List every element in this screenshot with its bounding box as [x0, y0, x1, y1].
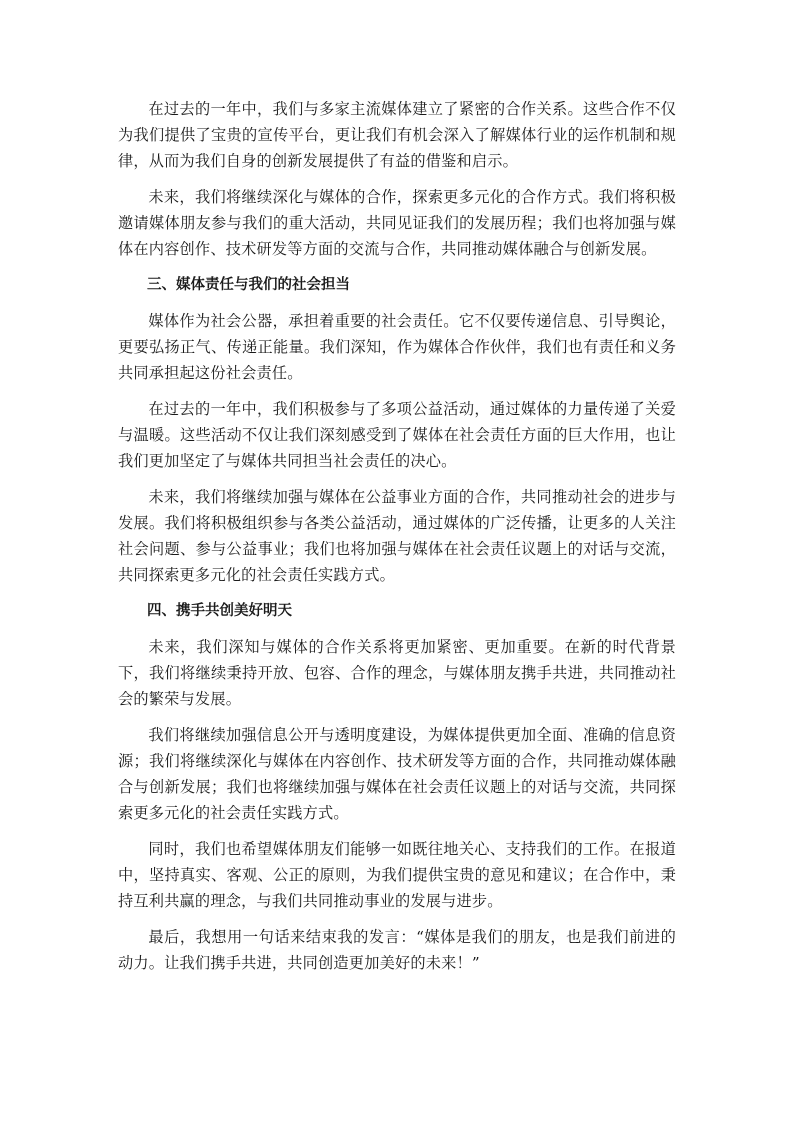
paragraph-social-responsibility: 媒体作为社会公器，承担着重要的社会责任。它不仅要传递信息、引导舆论，更要弘扬正气、传递正能量。我们深知，作为媒体合作伙伴，我们也有责任和义务共同承担起这份社会责任。 [118, 312, 676, 382]
paragraph-future-cooperation: 未来，我们将继续深化与媒体的合作，探索更多元化的合作方式。我们将积极邀请媒体朋友参与我们的重大活动，共同见证我们的发展历程；我们也将加强与媒体在内容创作、技术研发等方面的交流与合作，共同推动媒体融合与创新发展。 [118, 188, 676, 258]
paragraph-closing-remarks: 最后，我想用一句话来结束我的发言：“媒体是我们的朋友，也是我们前进的动力。让我们携手共进，共同创造更加美好的未来！” [118, 928, 676, 972]
paragraph-support-request: 同时，我们也希望媒体朋友们能够一如既往地关心、支持我们的工作。在报道中，坚持真实、客观、公正的原则，为我们提供宝贵的意见和建议；在合作中，秉持互利共赢的理念，与我们共同推动事业的发展与进步。 [118, 840, 676, 910]
document-page [118, 96, 676, 976]
paragraph-closer-relations: 未来，我们深知与媒体的合作关系将更加紧密、更加重要。在新的时代背景下，我们将继续秉持开放、包容、合作的理念，与媒体朋友携手共进，共同推动社会的繁荣与发展。 [118, 638, 676, 708]
section-heading-media-responsibility: 三、媒体责任与我们的社会担当 [147, 277, 350, 293]
section-heading-better-tomorrow: 四、携手共创美好明天 [147, 603, 292, 619]
paragraph-transparency: 我们将继续加强信息公开与透明度建设，为媒体提供更加全面、准确的信息资源；我们将继续深化与媒体在内容创作、技术研发等方面的合作，共同推动媒体融合与创新发展；我们也将继续加强与媒体在社会责任议题上的对话与交流，共同探索更多元化的社会责任实践方式。 [118, 726, 676, 822]
paragraph-public-welfare: 在过去的一年中，我们积极参与了多项公益活动，通过媒体的力量传递了关爱与温暖。这些活动不仅让我们深刻感受到了媒体在社会责任方面的巨大作用，也让我们更加坚定了与媒体共同担当社会责任的决心。 [118, 400, 676, 470]
paragraph-media-cooperation: 在过去的一年中，我们与多家主流媒体建立了紧密的合作关系。这些合作不仅为我们提供了宝贵的宣传平台，更让我们有机会深入了解媒体行业的运作机制和规律，从而为我们自身的创新发展提供了有益的借鉴和启示。 [118, 100, 676, 170]
paragraph-future-welfare: 未来，我们将继续加强与媒体在公益事业方面的合作，共同推动社会的进步与发展。我们将积极组织参与各类公益活动，通过媒体的广泛传播，让更多的人关注社会问题、参与公益事业；我们也将加强与媒体在社会责任议题上的对话与交流，共同探索更多元化的社会责任实践方式。 [118, 488, 676, 584]
